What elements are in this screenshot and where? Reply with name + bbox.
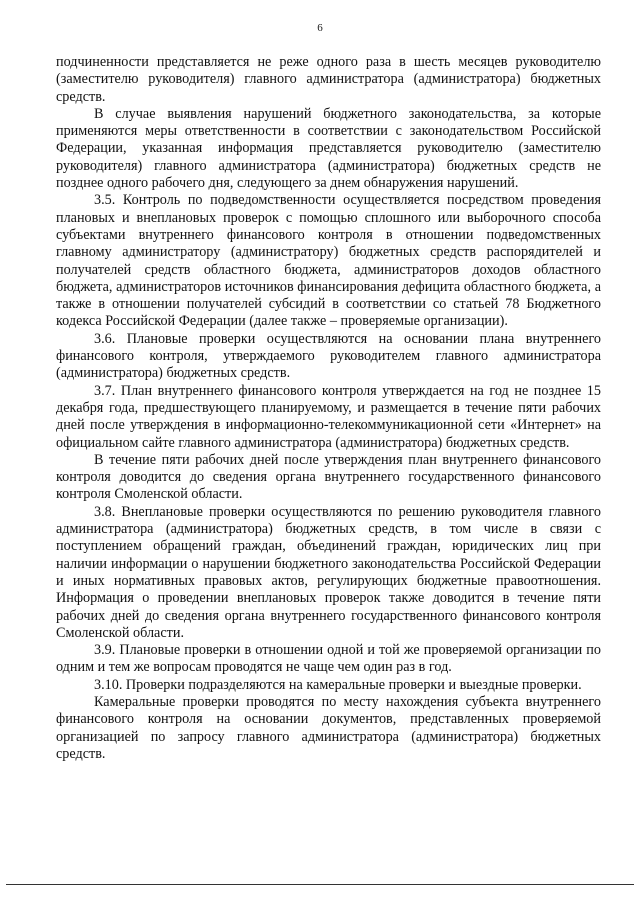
paragraph-3-5: 3.5. Контроль по подведомственности осуществляется посредством проведения плановых и внеплановых проверок с помощью сплошного или выборочного способа субъектами внутреннего финансового контроля в отношении подведомственных главному администратору (администратору) бюджетных средств распорядителей и получателей средств областного бюджета, администраторов доходов областного бюджета, администраторов источников финансирования дефицита областного бюджета, а также в отношении получателей субсидий в соответствии со статьей 78 Бюджетного кодекса Российской Федерации (далее также – проверяемые организации). xyxy=(56,192,601,330)
bottom-divider xyxy=(6,884,634,885)
paragraph-continuation: подчиненности представляется не реже одного раза в шесть месяцев руководителю (заместителю руководителя) главного администратора (администратора) бюджетных средств. xyxy=(56,54,601,105)
paragraph-3-10: 3.10. Проверки подразделяются на камеральные проверки и выездные проверки. xyxy=(94,676,582,693)
paragraph-3-9: 3.9. Плановые проверки в отношении одной и той же проверяемой организации по одним и тем же вопросам проводятся не чаще чем один раз в год. xyxy=(56,642,601,676)
document-body xyxy=(56,54,601,763)
paragraph-desk-audits: Камеральные проверки проводятся по месту нахождения субъекта внутреннего финансового контроля на основании документов, представленных проверяемой организацией по запросу главного администратора (администратора) бюджетных средств. xyxy=(56,693,601,762)
paragraph-3-6: 3.6. Плановые проверки осуществляются на основании плана внутреннего финансового контроля, утверждаемого руководителем главного администратора (администратора) бюджетных средств. xyxy=(56,330,601,382)
paragraph-3-7: 3.7. План внутреннего финансового контроля утверждается на год не позднее 15 декабря года, предшествующего планируемому, и размещается в течение пяти рабочих дней после утверждения в информационно-телекоммуникационной сети «Интернет» на официальном сайте главного администратора (администратора) бюджетных средств. xyxy=(56,382,601,451)
paragraph-3-8: 3.8. Внеплановые проверки осуществляются по решению руководителя главного администратора (администратора) бюджетных средств, в том числе в связи с поступлением обращений граждан, объединений граждан, юридических лиц при наличии информации о нарушении бюджетного законодательства Российской Федерации и иных нормативных правовых актов, регулирующих бюджетные правоотношения. Информация о проведении внеплановых проверок также доводится в течение пяти рабочих дней до сведения органа внутреннего государственного финансового контроля Смоленской области. xyxy=(56,503,601,641)
paragraph-violations: В случае выявления нарушений бюджетного законодательства, за которые применяются меры ответственности в соответствии с законодательством Российской Федерации, указанная информация представляется руководителю (заместителю руководителя) главного администратора (администратора) бюджетных средств не позднее одного рабочего дня, следующего за днем обнаружения нарушений. xyxy=(56,105,601,192)
page-number: 6 xyxy=(317,22,323,34)
paragraph-plan-notice: В течение пяти рабочих дней после утверждения план внутреннего финансового контроля доводится до сведения органа внутреннего государственного финансового контроля Смоленской области. xyxy=(56,451,601,503)
